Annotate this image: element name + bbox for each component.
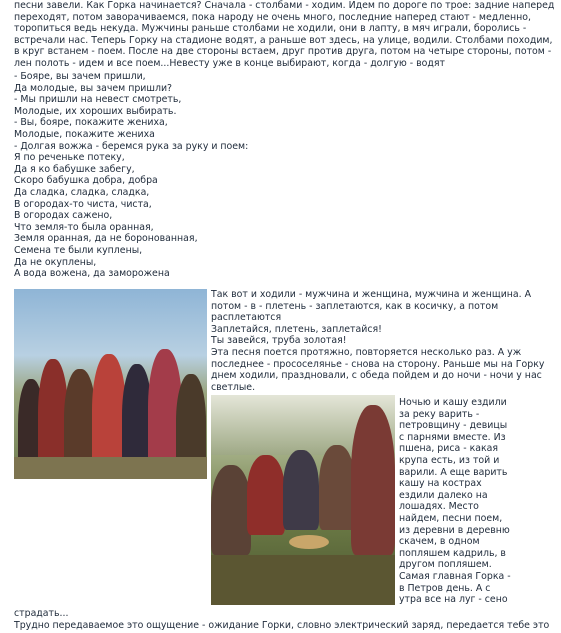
text-line: Эта песня поется протяжно, повторяется несколько раз. А уж: [211, 347, 522, 358]
text-line: расплетаются: [211, 312, 282, 324]
photo-porridge-campfire: [211, 395, 395, 605]
verse-line: Что земля-то была оранная,: [14, 221, 154, 233]
text-line: светлые.: [211, 381, 256, 393]
text-line: Так вот и ходили - мужчина и женщина, мужчина и женщина. А: [211, 289, 532, 300]
verse-line: Да я ко бабушке забегу,: [14, 163, 135, 175]
text-line: Самая главная Горка -: [399, 570, 511, 582]
verse-line: Да сладка, сладка, сладка,: [14, 186, 150, 198]
text-line: потом - в - плетень - заплетаются, как в косичку, а потом: [211, 300, 499, 312]
verse-line: Да молодые, вы зачем пришли?: [14, 82, 173, 94]
text-line: лошадях. Место: [399, 501, 479, 513]
text-line: скачем, в одном: [399, 536, 480, 548]
verse-line: Я по реченьке потеку,: [14, 152, 125, 164]
porridge-paragraph: [399, 397, 539, 606]
photo-round-dance: [14, 289, 207, 479]
verse-line: Заплетайся, плетень, заплетайся!: [211, 323, 382, 335]
text-line: переходят, потом заворачиваемся, пока народу не очень много, последние наперед стают - медленно,: [14, 11, 531, 23]
text-line: кашу на кострах: [399, 478, 482, 490]
verse-line: В огородах сажено,: [14, 210, 113, 222]
closing-paragraph: [14, 608, 550, 631]
text-line: другом попляшем.: [399, 559, 492, 571]
text-line: с парнями вместе. Из: [399, 431, 506, 443]
song-note-paragraph: [211, 347, 545, 393]
text-line: за реку варить -: [399, 408, 480, 420]
text-line: встречали нас. Теперь Горку на стадионе водят, а раньше вот здесь, на улице, водили. Столбами походим,: [14, 34, 553, 46]
verse-line: - Вы, бояре, покажите жениха,: [14, 117, 168, 129]
verse-line: Земля оранная, да не боронованная,: [14, 233, 198, 245]
text-line: в круг встанем - поем. После на две стороны встаем, друг против друга, потом на четыре стороны, потом -: [14, 46, 552, 58]
text-line: варили. А еще варить: [399, 466, 508, 478]
verse-line: - Долгая вожжа - беремся рука за руку и поем:: [14, 140, 249, 152]
text-line: пшена, риса - какая: [399, 443, 499, 455]
verse-line: Молодые, покажите жениха: [14, 128, 155, 140]
text-line: ездили далеко на: [399, 489, 488, 501]
song-dialog: [14, 71, 314, 280]
plait-paragraph: [211, 289, 539, 347]
text-line: петровщину - девицы: [399, 420, 508, 432]
verse-line: Да не окуплены,: [14, 256, 97, 268]
verse-line: А вода вожена, да заморожена: [14, 268, 170, 280]
text-line: днем ходили, праздновали, с обеда пойдем и до ночи - ночи у нас: [211, 370, 542, 382]
verse-line: Молодые, их хороших выбирать.: [14, 105, 177, 117]
text-line: Ночью и кашу ездили: [399, 397, 507, 408]
text-line: крупа есть, из той и: [399, 454, 500, 466]
verse-line: В огородах-то чиста, чиста,: [14, 198, 152, 210]
intro-paragraph: [14, 0, 555, 70]
text-line: торопиться ведь некуда. Мужчины раньше столбами не ходили, они в лапту, в мяч играли, боролись -: [14, 23, 527, 35]
text-line: найдем, песни поем,: [399, 512, 503, 524]
text-line: Трудно передаваемое это ощущение - ожидание Горки, словно электрический заряд, передается тебе это: [14, 619, 550, 631]
verse-line: Семена те были куплены,: [14, 244, 143, 256]
verse-line: Ты завейся, труба золотая!: [211, 335, 347, 347]
text-line: попляшем кадриль, в: [399, 547, 506, 559]
text-line: последнее - прососелянье - снова на сторону. Раньше мы на Горку: [211, 358, 545, 370]
text-line: в Петров день. А с: [399, 582, 491, 594]
text-line: лен полоть - идем и все поем...Невесту уже в конце выбирают, когда - долгую - водят: [14, 57, 445, 69]
verse-line: - Бояре, вы зачем пришли,: [14, 71, 146, 82]
verse-line: Скоро бабушка добра, добра: [14, 175, 158, 187]
verse-line: - Мы пришли на невест смотреть,: [14, 94, 182, 106]
text-line: страдать...: [14, 608, 69, 619]
text-line: из деревни в деревню: [399, 524, 510, 536]
text-line: песни завели. Как Горка начинается? Сначала - столбами - ходим. Идем по дороге по трое: задние наперед: [14, 0, 555, 11]
text-line: утра все на луг - сено: [399, 594, 508, 606]
